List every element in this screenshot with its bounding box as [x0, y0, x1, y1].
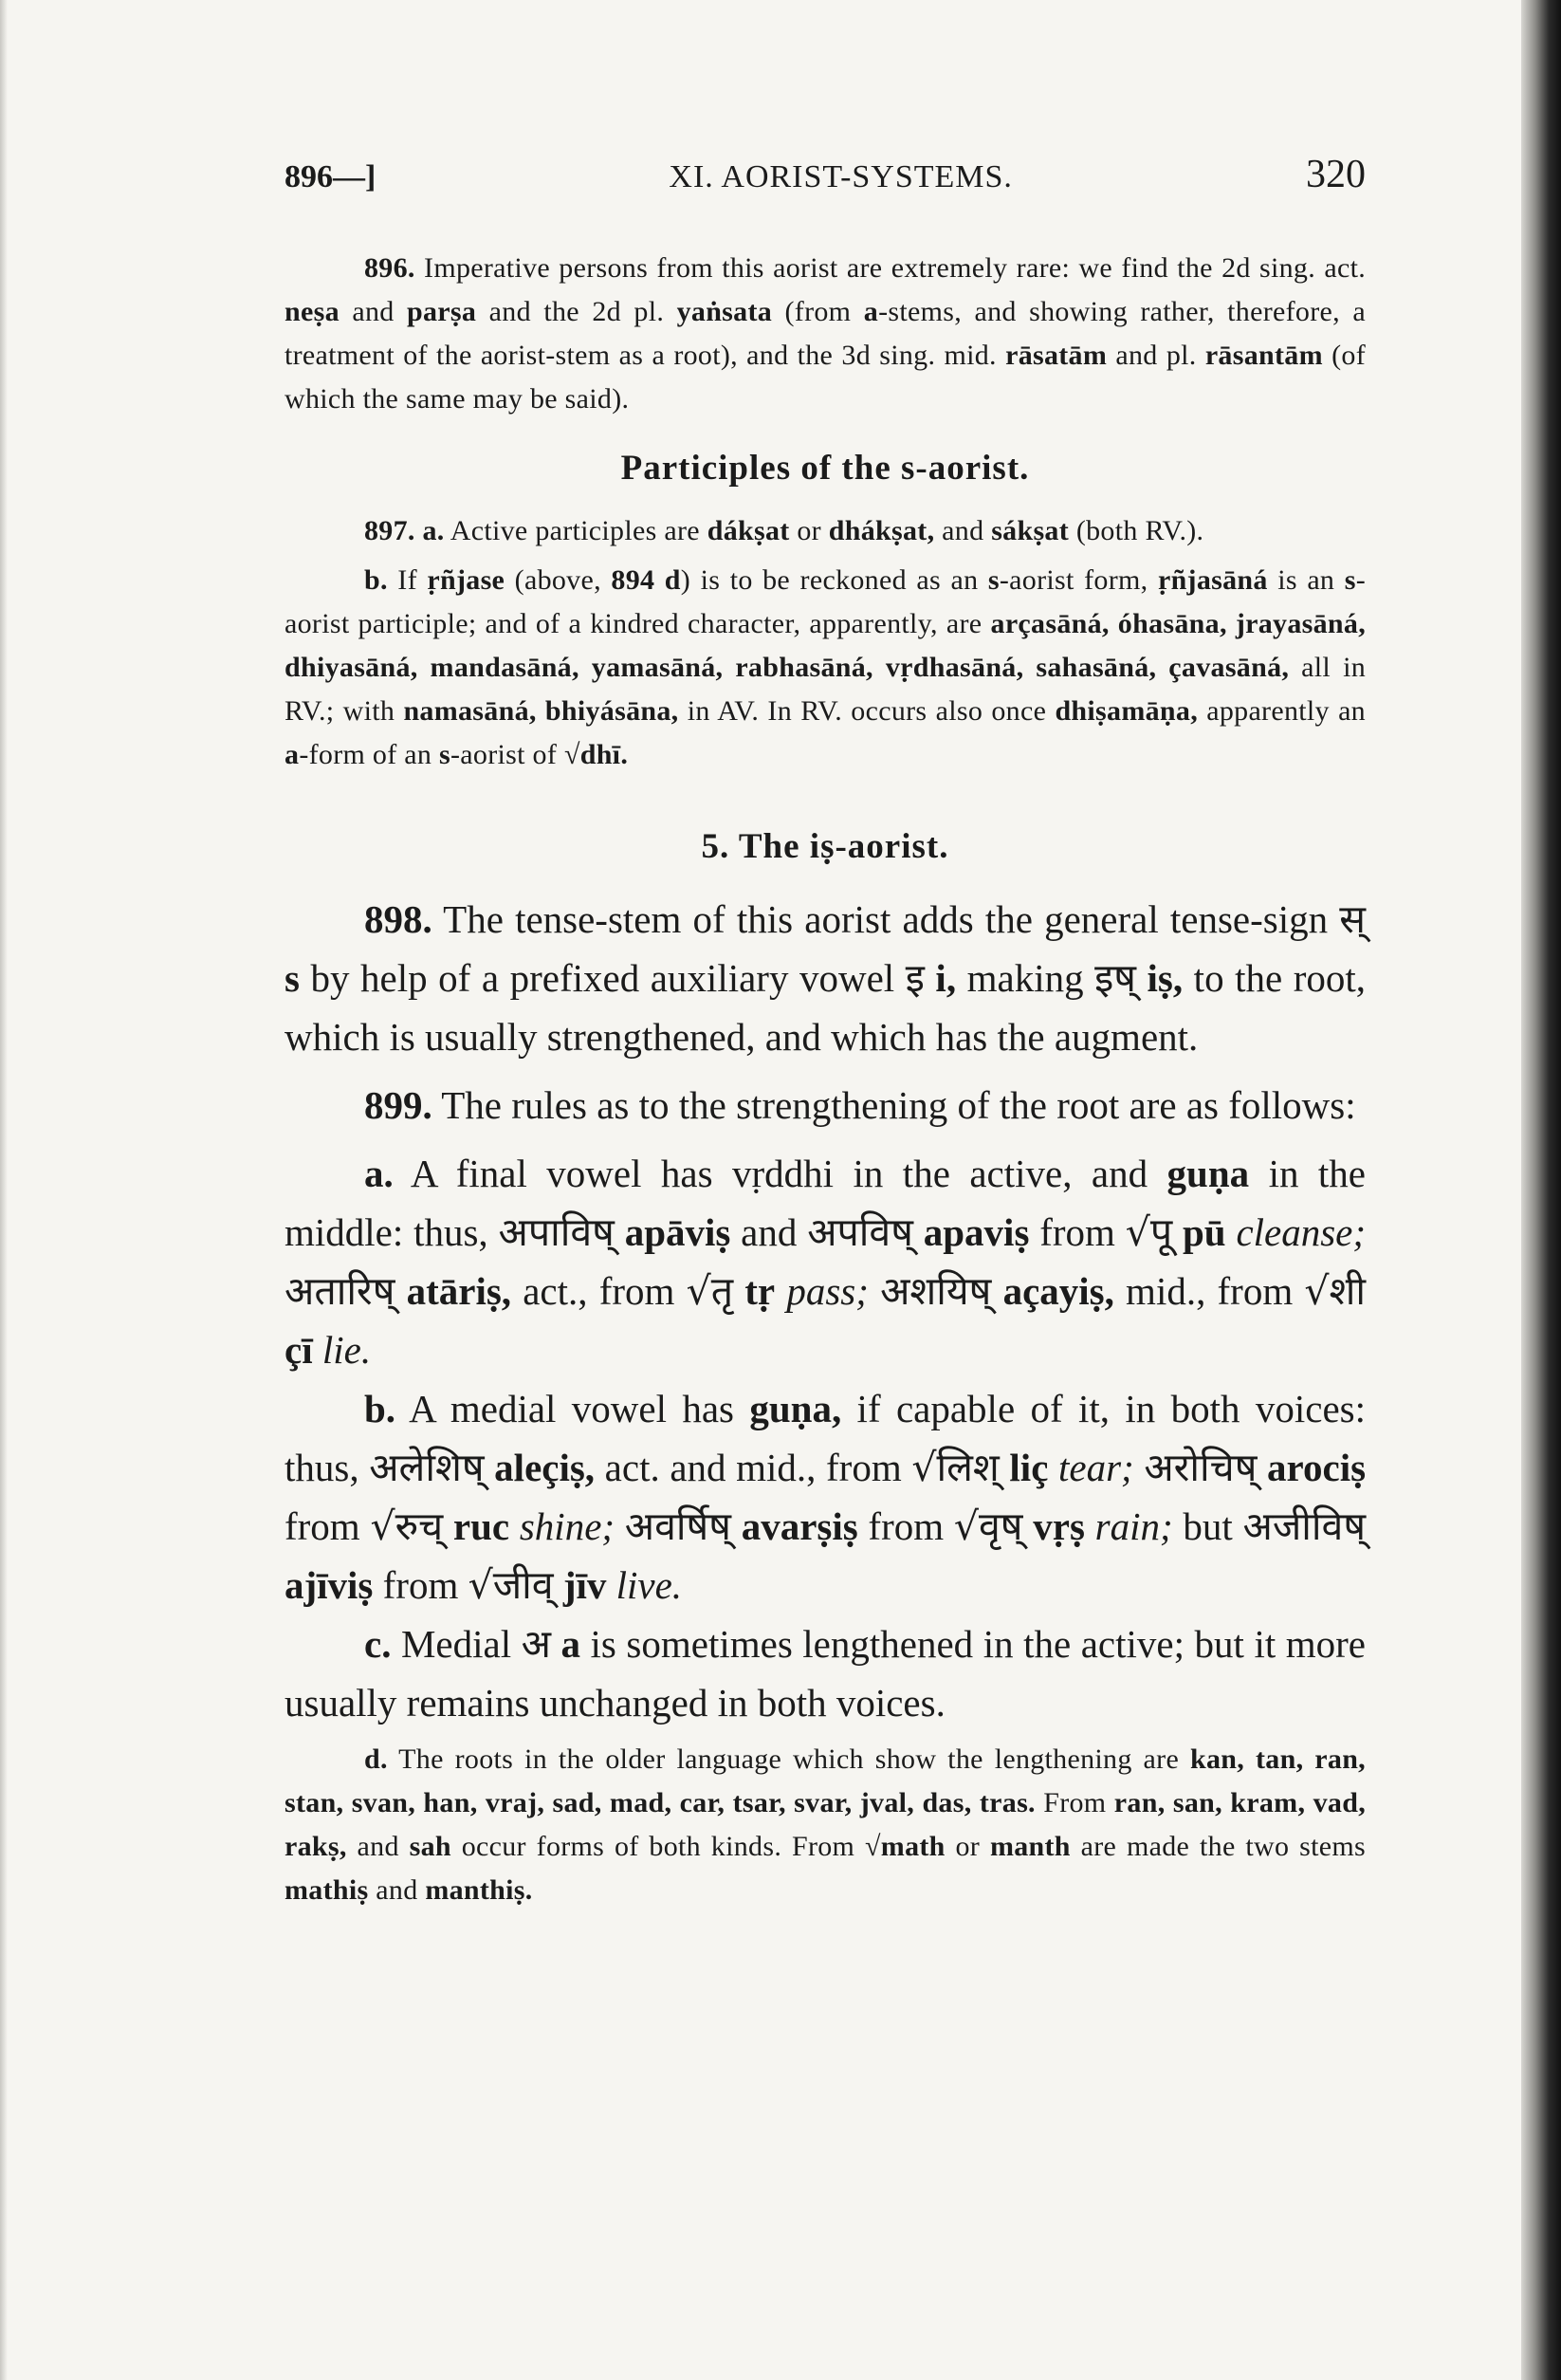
sanskrit-term: çī [285, 1328, 313, 1372]
text [775, 1269, 786, 1313]
devanagari-term: अवर्षिष् [624, 1504, 731, 1549]
devanagari-root: √लिश् [911, 1445, 1000, 1490]
sanskrit-term: apaviṣ [923, 1210, 1030, 1254]
sanskrit-term: parṣa [407, 296, 477, 327]
sanskrit-term: a [560, 1622, 580, 1666]
sanskrit-term: a [285, 739, 300, 770]
text: from [1029, 1210, 1126, 1254]
sanskrit-term: kan, tan, ran, stan, svan, han, vraj, sad, mad, car, tsar, svar, jval, das, tras. [285, 1743, 1366, 1818]
text [1257, 1446, 1267, 1489]
sanskrit-term: a [863, 296, 879, 327]
paragraph-899b [285, 1379, 1366, 1614]
text: or [789, 515, 829, 546]
para-number: 898. [364, 897, 432, 941]
text: -form of an [299, 739, 440, 770]
text: and [730, 1210, 808, 1254]
sanskrit-term: atāriṣ, [406, 1269, 512, 1313]
devanagari-root: √शी [1304, 1268, 1367, 1314]
text: The tense-stem of this aorist adds the general tense-sign [432, 897, 1340, 941]
text: in the middle: thus, [285, 1152, 1366, 1254]
para-letter: a. [414, 515, 445, 546]
paragraph-899a [285, 1144, 1366, 1379]
sanskrit-term: yaṅsata [676, 296, 773, 327]
sanskrit-term: s [285, 956, 300, 1000]
text: if capable of it, in both voices: thus, [285, 1387, 1367, 1489]
sanskrit-term: avarṣiṣ [741, 1504, 858, 1548]
sanskrit-term: guṇa [1166, 1152, 1250, 1195]
text [395, 1269, 406, 1313]
text: A medial vowel has [395, 1387, 750, 1430]
sanskrit-term: mathiṣ [285, 1874, 369, 1906]
devanagari-root: √वृष् [953, 1504, 1023, 1549]
text [1226, 1210, 1237, 1254]
para-letter: b. [364, 1387, 396, 1430]
sanskrit-term: ṛñjase [427, 564, 505, 596]
para-number: 896. [364, 252, 415, 284]
devanagari-term: अरोचिष् [1144, 1445, 1258, 1490]
sanskrit-term: apāviṣ [624, 1210, 731, 1254]
paragraph-899c [285, 1614, 1366, 1732]
text [925, 956, 936, 1000]
text: is an [1267, 564, 1345, 596]
sanskrit-term: tṛ [744, 1269, 776, 1313]
text: by help of a prefixed auxiliary vowel [299, 956, 906, 1000]
sanskrit-term: liç [1009, 1446, 1049, 1489]
sanskrit-term: s [987, 564, 1000, 596]
devanagari-term: अपविष् [807, 1209, 913, 1255]
text [991, 1269, 1002, 1313]
running-head-section: 896—] [285, 159, 376, 194]
text: act. and mid., from [595, 1446, 912, 1489]
text [615, 1504, 625, 1548]
text: making [956, 956, 1095, 1000]
page-number: 320 [1306, 153, 1366, 196]
sanskrit-term: i, [935, 956, 957, 1000]
page-edge-left [0, 0, 8, 2380]
text: and [339, 296, 408, 327]
para-letter: b. [364, 564, 388, 596]
sanskrit-term: ruc [452, 1504, 510, 1548]
text: Active participles are [444, 515, 707, 546]
text [551, 1622, 561, 1666]
running-head [285, 152, 1366, 197]
text [485, 1446, 495, 1489]
sanskrit-term: s [439, 739, 451, 770]
text: The roots in the older language which show the lengthening are [387, 1743, 1190, 1775]
devanagari-term: अतारिष् [285, 1268, 395, 1314]
text [1172, 1210, 1183, 1254]
sanskrit-term: ajīviṣ [285, 1563, 374, 1607]
text: and the 2d pl. [476, 296, 677, 327]
text: act., from [511, 1269, 687, 1313]
text [1134, 1446, 1145, 1489]
text: mid., from [1113, 1269, 1305, 1313]
para-letter: d. [364, 1743, 388, 1775]
text [869, 1269, 880, 1313]
paragraph-897a [285, 509, 1366, 553]
text: -aorist of [450, 739, 564, 770]
text: If [387, 564, 428, 596]
sanskrit-term: aleçiṣ, [494, 1446, 596, 1489]
sanskrit-term: sah [409, 1831, 451, 1862]
sanskrit-term: ṛñjasāná [1157, 564, 1268, 596]
sanskrit-term: iṣ, [1147, 956, 1184, 1000]
text: -aorist form, [999, 564, 1158, 596]
gloss: rain; [1094, 1504, 1173, 1548]
sanskrit-term: rāsatām [1005, 340, 1108, 371]
text: Medial [391, 1622, 522, 1666]
text: The rules as to the strengthening of the root are as follows: [432, 1083, 1356, 1127]
devanagari-root: √तृ [686, 1268, 734, 1314]
running-head-title-prefix: XI. A [669, 159, 745, 194]
paragraph-899 [285, 1076, 1366, 1135]
text [1000, 1446, 1010, 1489]
text [1085, 1504, 1095, 1548]
text: or [945, 1831, 990, 1862]
devanagari-term: इष् [1094, 955, 1136, 1001]
text: in AV. In RV. occurs also once [678, 695, 1056, 727]
sanskrit-term: manth [989, 1831, 1071, 1862]
devanagari-term: अपाविष् [498, 1209, 615, 1255]
sanskrit-term: dákṣat [707, 515, 790, 546]
para-number: 899. [364, 1083, 432, 1127]
text: are made the two stems [1070, 1831, 1366, 1862]
devanagari-term: इ [905, 955, 925, 1001]
sanskrit-term: ran, san, kram, vad, rakṣ, [285, 1787, 1367, 1862]
devanagari-term: अशयिष् [880, 1268, 992, 1314]
devanagari-root: √जीव् [468, 1562, 554, 1608]
para-letter: a. [364, 1152, 394, 1195]
text: apparently an [1198, 695, 1366, 727]
text: -aorist participle; and of a kindred character, apparently, are [285, 564, 1367, 639]
text: (from [772, 296, 864, 327]
sanskrit-term: guṇa, [749, 1387, 842, 1430]
text [733, 1269, 744, 1313]
heading-participles: Participles of the s-aorist. [620, 449, 1030, 488]
sanskrit-term: s [1344, 564, 1356, 596]
sanskrit-term: namasāná, bhiyásāna, [403, 695, 679, 727]
text: all in RV.; with [285, 652, 1366, 727]
sanskrit-term: sákṣat [991, 515, 1070, 546]
text: and [346, 1831, 410, 1862]
devanagari-term: अलेशिष् [369, 1445, 485, 1490]
text: and pl. [1107, 340, 1205, 371]
text: (of which the same may be said). [285, 340, 1366, 415]
text: from [857, 1504, 954, 1548]
text [1048, 1446, 1058, 1489]
text [606, 1563, 615, 1607]
text: from [285, 1504, 371, 1548]
gloss: tear; [1058, 1446, 1134, 1489]
paragraph-898 [285, 890, 1366, 1066]
text: but [1172, 1504, 1243, 1548]
text: From [1035, 1787, 1114, 1818]
text [731, 1504, 742, 1548]
text [509, 1504, 520, 1548]
text: (above, [505, 564, 612, 596]
text [1136, 956, 1148, 1000]
sanskrit-term: √dhī. [563, 739, 629, 770]
text [615, 1210, 625, 1254]
running-head-title-rest: ORIST-SYSTEMS. [744, 159, 1013, 194]
cross-reference: 894 d [611, 564, 681, 596]
page-content [285, 152, 1366, 1912]
gloss: pass; [786, 1269, 869, 1313]
sanskrit-term: vṛṣ [1033, 1504, 1085, 1548]
sanskrit-term: manthiṣ. [425, 1874, 533, 1906]
sanskrit-term: dhákṣat, [828, 515, 935, 546]
devanagari-term: अ [521, 1621, 551, 1667]
sanskrit-term: arociṣ [1267, 1446, 1367, 1489]
text: from [373, 1563, 468, 1607]
text: to the root, which is usually strengthened, and which has the augment. [285, 956, 1367, 1059]
text: (both RV.). [1069, 515, 1204, 546]
text [913, 1210, 924, 1254]
text: and [368, 1874, 426, 1906]
gloss: live. [615, 1563, 683, 1607]
page-edge-right [1521, 0, 1561, 2380]
sanskrit-term: √math [865, 1831, 946, 1862]
heading-is-aorist: 5. The iṣ-aorist. [701, 827, 949, 866]
paragraph-896 [285, 247, 1366, 421]
para-letter: c. [364, 1622, 392, 1666]
paragraph-899d [285, 1738, 1366, 1912]
gloss: cleanse; [1236, 1210, 1367, 1254]
paragraph-897b [285, 559, 1366, 777]
text: occur forms of both kinds. From [450, 1831, 866, 1862]
para-number: 897. [364, 515, 415, 546]
sanskrit-term: jīv [562, 1563, 607, 1607]
gloss: shine; [519, 1504, 615, 1548]
text: -stems, and showing rather, therefore, a treatment of the aorist-stem as a root), and the 3d sing. mid. [285, 296, 1366, 371]
sanskrit-term: açayiṣ, [1002, 1269, 1114, 1313]
text: and [934, 515, 992, 546]
devanagari-term: अजीविष् [1242, 1504, 1367, 1549]
text: ) is to be reckoned as an [680, 564, 988, 596]
devanagari-root: √पू [1125, 1209, 1173, 1255]
text: A final vowel has vṛddhi in the active, and [393, 1152, 1167, 1195]
running-head-title [669, 159, 1013, 195]
sanskrit-term: dhiṣamāṇa, [1055, 695, 1198, 727]
sanskrit-term: arçasāná, óhasāna, jrayasāná, dhiyasāná, mandasāná, yamasāná, rabhasāná, vṛdhasāná, sahasāná, çavasāná, [285, 608, 1366, 683]
text [1023, 1504, 1034, 1548]
text [554, 1563, 563, 1607]
sanskrit-term: neṣa [285, 296, 340, 327]
text: is sometimes lengthened in the active; but it more usually remains unchanged in both voices. [285, 1622, 1366, 1725]
sanskrit-term: pū [1183, 1210, 1226, 1254]
text: Imperative persons from this aorist are extremely rare: we find the 2d sing. act. [414, 252, 1366, 284]
text [443, 1504, 453, 1548]
devanagari-term: स् [1339, 896, 1366, 942]
sanskrit-term: rāsantām [1204, 340, 1323, 371]
gloss: lie. [321, 1328, 372, 1372]
text [313, 1328, 322, 1372]
devanagari-root: √रुच् [370, 1504, 444, 1549]
